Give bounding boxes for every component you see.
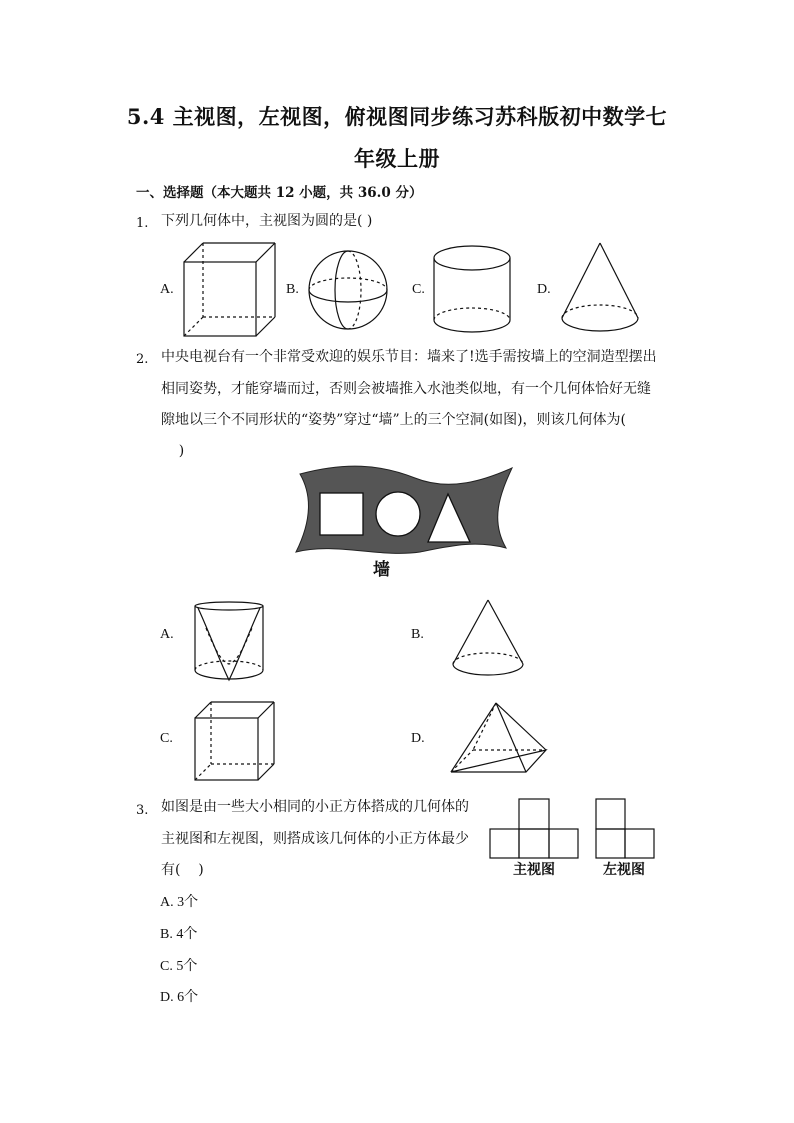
question-2-text-line-1: 中央电视台有一个非常受欢迎的娱乐节目：墙来了!选手需按墙上的空洞造型摆出 (161, 349, 657, 365)
q3-option-d-text: 6个 (177, 990, 199, 1005)
q3-option-c-text: 5个 (176, 959, 198, 974)
front-view-figure (489, 798, 581, 860)
q3-option-b[interactable] (160, 923, 197, 943)
question-2-number: 2. (136, 352, 149, 367)
q1-option-d-label[interactable]: D. (537, 282, 551, 297)
left-view-figure (595, 798, 657, 860)
question-2-text-line-4: ) (161, 443, 185, 459)
q2-option-d-label[interactable]: D. (411, 731, 425, 746)
q2-option-c-label[interactable]: C. (160, 731, 173, 746)
q3-option-b-text: 4个 (176, 927, 198, 942)
q3-option-d-label: D. (160, 990, 174, 1005)
question-1-text: 下列几何体中，主视图为圆的是( ) (161, 213, 373, 229)
question-3-text-line-2: 主视图和左视图，则搭成该几何体的小正方体最少 (161, 831, 469, 847)
question-1-number: 1. (136, 216, 149, 231)
q1-option-a-label[interactable]: A. (160, 282, 174, 297)
question-2-text-line-2: 相同姿势，才能穿墙而过，否则会被墙推入水池类似地，有一个几何体恰好无缝 (161, 381, 651, 397)
sphere-icon (306, 248, 390, 332)
cylinder-with-wedge-icon (192, 600, 268, 684)
q1-option-b-label[interactable]: B. (286, 282, 299, 297)
q3-option-c-label: C. (160, 959, 173, 974)
document-title-line-1: 5.4 主视图，左视图，俯视图同步练习苏科版初中数学七 (126, 104, 668, 129)
q3-option-c[interactable] (160, 955, 197, 975)
wall-figure-label: 墙 (373, 560, 390, 580)
pyramid-icon (448, 700, 552, 780)
q3-option-d[interactable] (160, 986, 198, 1006)
cone-icon (558, 240, 644, 338)
question-3-text-line-1: 如图是由一些大小相同的小正方体搭成的几何体的 (161, 799, 469, 815)
q3-option-a-text: 3个 (177, 895, 199, 910)
q2-option-b-label[interactable]: B. (411, 627, 424, 642)
q1-option-c-label[interactable]: C. (412, 282, 425, 297)
question-2-text-line-3: 隙地以三个不同形状的“姿势”穿过“墙”上的三个空洞(如图)，则该几何体为( (161, 412, 627, 428)
question-3-text-line-3: 有( ) (161, 862, 204, 878)
left-view-label: 左视图 (603, 862, 645, 878)
document-title-line-2: 年级上册 (354, 146, 440, 171)
front-view-label: 主视图 (513, 862, 555, 878)
cube-icon (192, 700, 278, 784)
q2-option-a-label[interactable]: A. (160, 627, 174, 642)
q3-option-a-label: A. (160, 895, 174, 910)
cube-icon (180, 240, 280, 340)
wall-figure (290, 462, 520, 562)
cone-icon (450, 598, 530, 682)
question-3-number: 3. (136, 803, 149, 818)
section-header: 一、选择题（本大题共 12 小题，共 36.0 分） (136, 185, 423, 201)
q3-option-a[interactable] (160, 891, 198, 911)
q3-option-b-label: B. (160, 927, 173, 942)
cylinder-icon (430, 244, 514, 338)
